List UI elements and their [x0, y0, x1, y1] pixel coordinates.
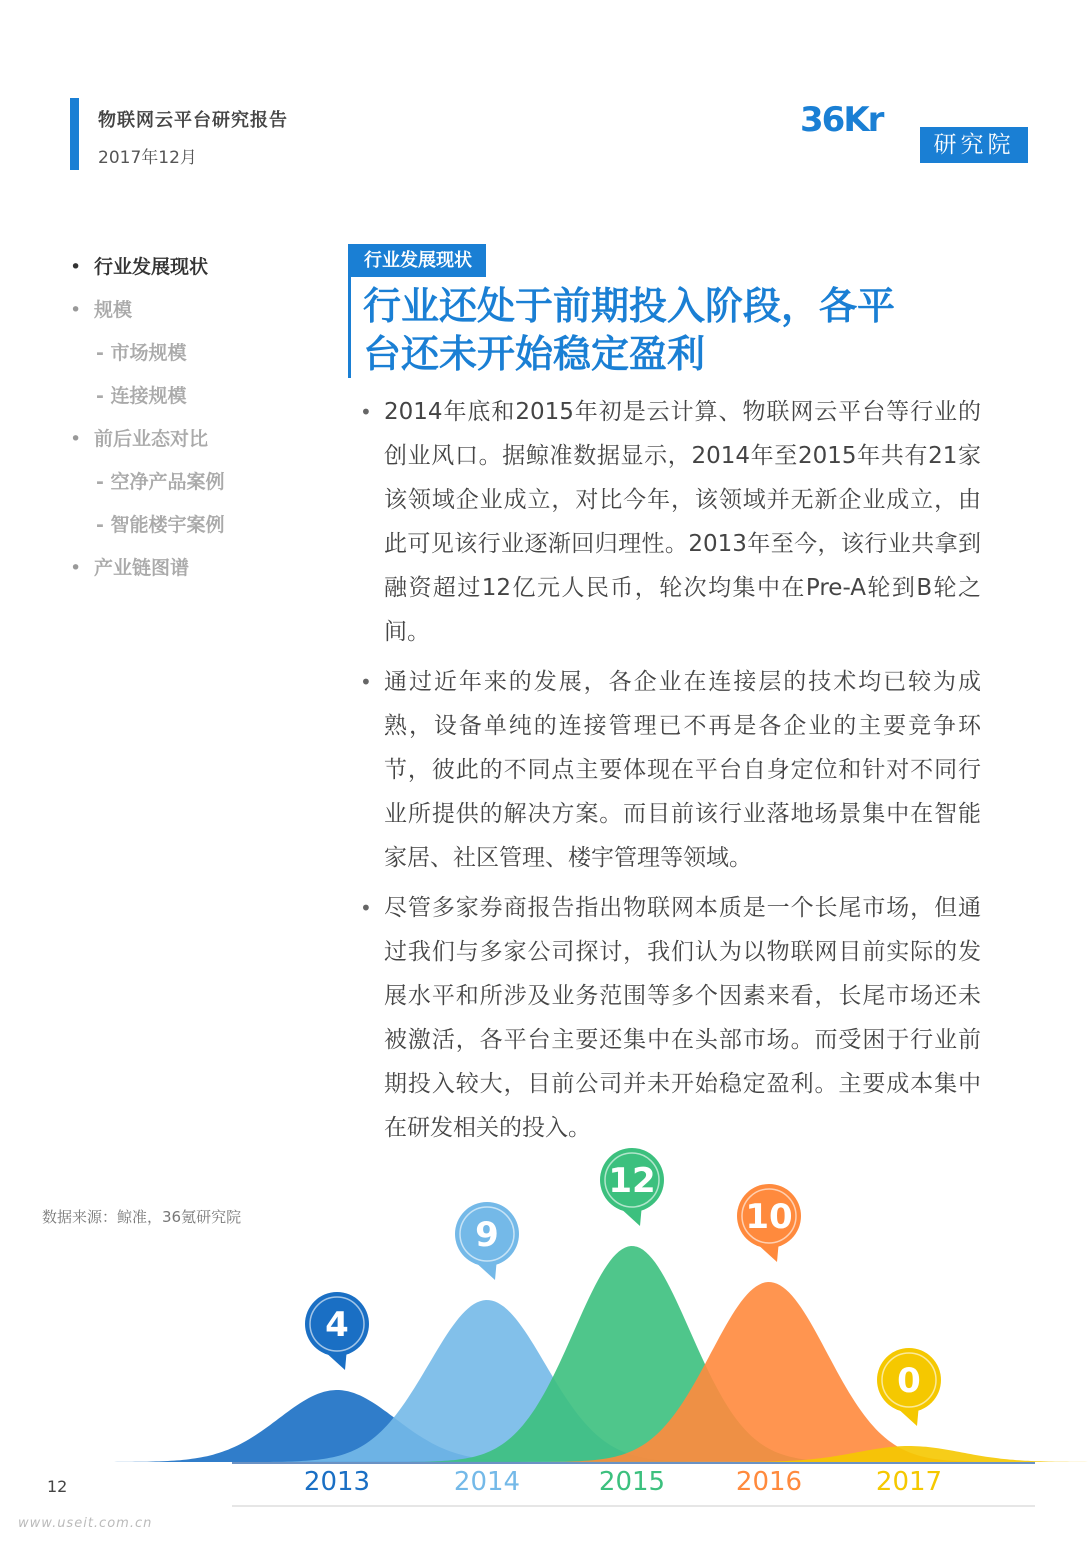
logo-main: 36Kr [800, 100, 883, 140]
section-tag: 行业发展现状 [350, 244, 486, 277]
value-label-2016: 10 [745, 1197, 793, 1237]
report-date: 2017年12月 [98, 148, 197, 168]
nav-item-industry-chain[interactable]: • 产业链图谱 [70, 553, 225, 596]
x-tick-label-2017: 2017 [875, 1467, 943, 1497]
value-label-2014: 9 [475, 1215, 499, 1255]
nav-item-market-scale[interactable]: - 市场规模 [96, 342, 187, 364]
value-label-2013: 4 [325, 1305, 349, 1345]
body-bullet: • 2014年底和2015年初是云计算、物联网云平台等行业的创业风口。据鲸准数据显示，2014年至2015年共有21家该领域企业成立，对比今年，该领域并无新企业成立，由此可见该行业逐渐回归理性。2013年至今，该行业共拿到融资超过12亿元人民币，轮次均集中在Pre-A轮到B轮之间。 [356, 390, 981, 654]
watermark: www.useit.com.cn [18, 1516, 153, 1531]
x-tick-label-2014: 2014 [453, 1467, 521, 1497]
heading-line-2: 台还未开始稳定盈利 [363, 332, 706, 376]
nav-item-scale[interactable]: • 规模 [70, 295, 225, 338]
heading-line-1: 行业还处于前期投入阶段，各平 [363, 284, 896, 328]
nav-item-smart-building-case[interactable]: - 智能楼宇案例 [96, 514, 225, 536]
nav-item-connection-scale[interactable]: - 连接规模 [96, 385, 187, 407]
data-source: 数据来源：鲸准，36氪研究院 [42, 1208, 242, 1226]
report-title: 物联网云平台研究报告 [98, 110, 288, 131]
nav-item-air-purifier-case[interactable]: - 空净产品案例 [96, 471, 225, 493]
value-label-2015: 12 [608, 1161, 656, 1201]
x-tick-label-2016: 2016 [735, 1467, 803, 1497]
page-number: 12 [47, 1477, 68, 1496]
body-bullet: • 通过近年来的发展，各企业在连接层的技术均已较为成熟，设备单纯的连接管理已不再是各企业的主要竞争环节，彼此的不同点主要体现在平台自身定位和针对不同行业所提供的解决方案。而目前该行业落地场景集中在智能家居、社区管理、楼宇管理等领域。 [356, 660, 981, 880]
value-label-2017: 0 [897, 1361, 921, 1401]
body-bullet: • 尽管多家券商报告指出物联网本质是一个长尾市场，但通过我们与多家公司探讨，我们认为以物联网目前实际的发展水平和所涉及业务范围等多个因素来看，长尾市场还未被激活，各平台主要还集中在头部市场。而受困于行业前期投入较大，目前公司并未开始稳定盈利。主要成本集中在研发相关的投入。 [356, 886, 981, 1150]
nav-item-comparison[interactable]: • 前后业态对比 [70, 424, 225, 467]
x-tick-label-2013: 2013 [303, 1467, 371, 1497]
nav-item-industry-status[interactable]: • 行业发展现状 [70, 252, 225, 295]
logo-sub: 研究院 [920, 127, 1028, 163]
x-tick-label-2015: 2015 [598, 1467, 666, 1497]
